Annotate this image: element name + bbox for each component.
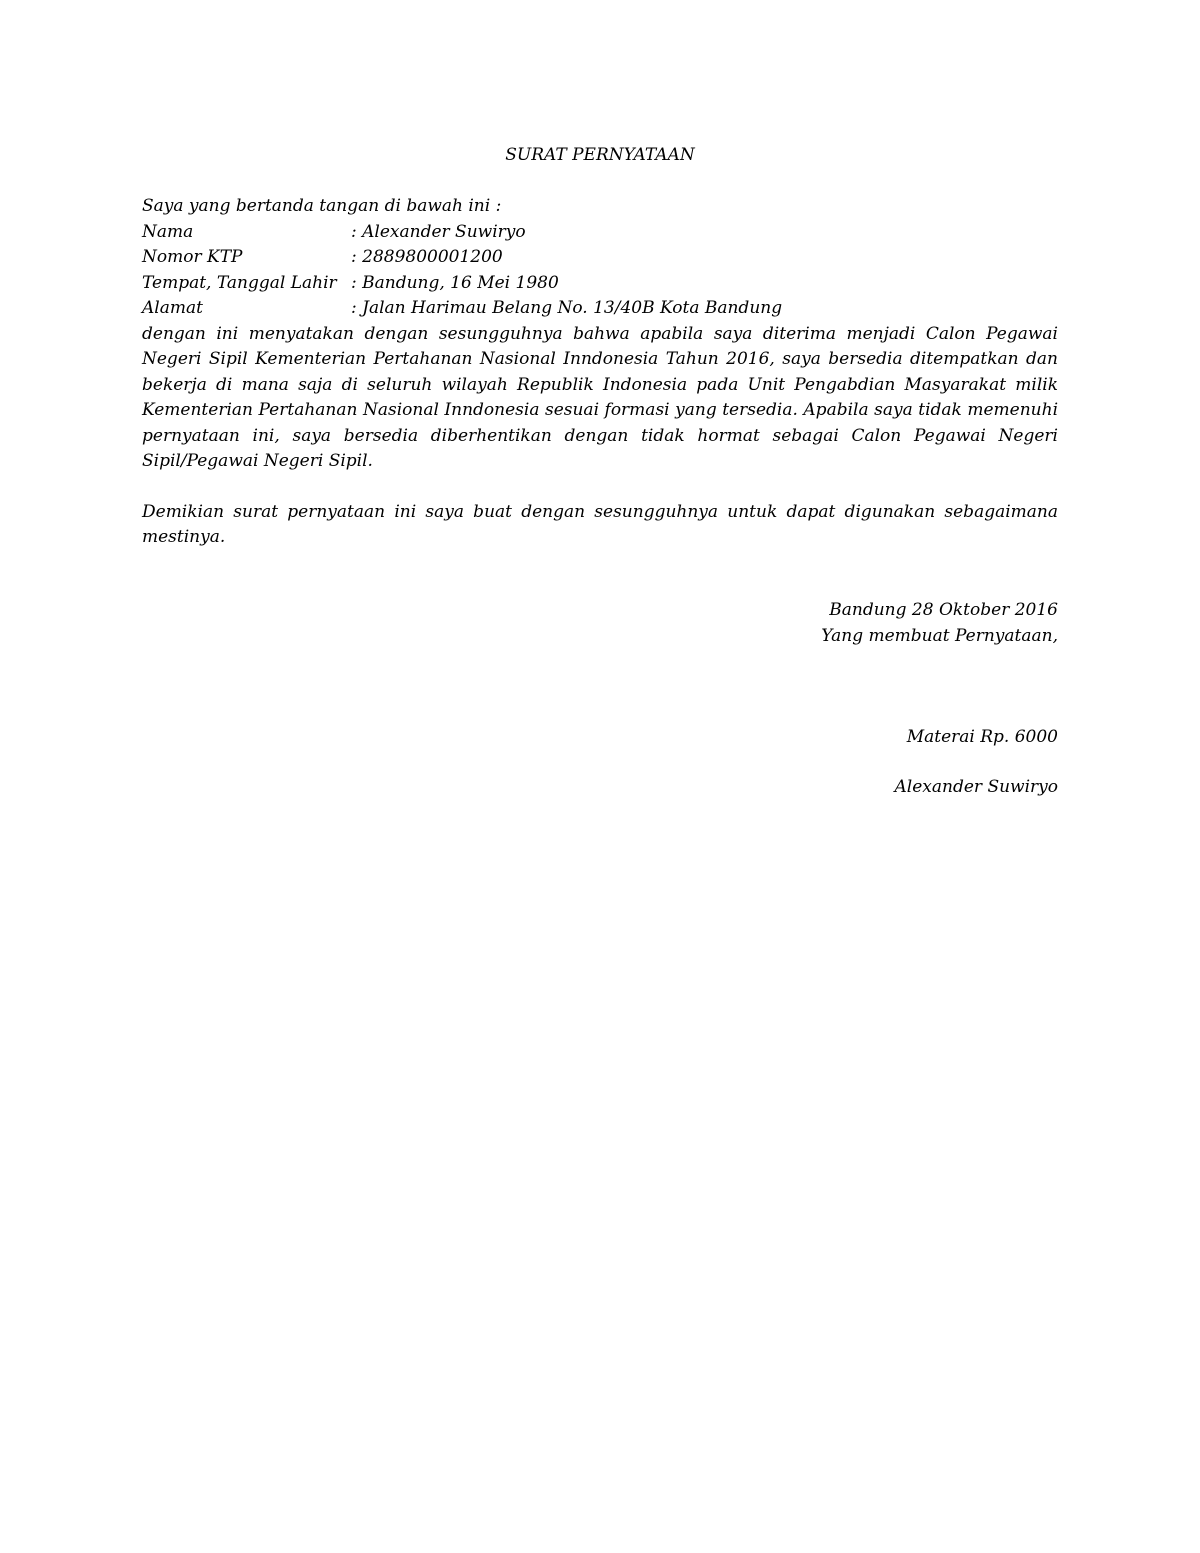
statement-paragraph: dengan ini menyatakan dengan sesungguhnya bahwa apabila saya diterima menjadi Calon Pegawai Negeri Sipil Kementerian Pertahanan Nasional Inndonesia Tahun 2016, saya bersedia ditempatkan dan bekerja di mana saja di seluruh wilayah Republik Indonesia pada Unit Pengabdian Masyarakat milik Kementerian Pertahanan Nasional Inndonesia sesuai formasi yang tersedia. Apabila saya tidak memenuhi pernyataan ini, saya bersedia diberhentikan dengan tidak hormat sebagai Calon Pegawai Negeri Sipil/Pegawai Negeri Sipil.: [142, 323, 1058, 471]
field-value-nama: : Alexander Suwiryo: [351, 221, 526, 242]
field-row-nomor-ktp: [142, 245, 1058, 271]
field-row-tempat-tanggal-lahir: [142, 271, 1058, 297]
field-value-nomor-ktp: : 2889800001200: [351, 247, 503, 267]
stamp-label: Materai Rp. 6000: [906, 727, 1058, 747]
field-value-alamat: : Jalan Harimau Belang No. 13/40B Kota Bandung: [351, 298, 783, 318]
document-title: SURAT PERNYATAAN: [505, 145, 695, 165]
field-value-tempat-tanggal-lahir: : Bandung, 16 Mei 1980: [351, 272, 559, 293]
closing-paragraph: Demikian surat pernyataan ini saya buat dengan sesungguhnya untuk dapat digunakan sebagaimana mestinya.: [142, 501, 1058, 547]
field-label-alamat: Alamat: [142, 298, 203, 318]
field-label-nama: Nama: [142, 221, 194, 242]
place-date: Bandung 28 Oktober 2016: [829, 600, 1058, 620]
signer-caption: Yang membuat Pernyataan,: [821, 625, 1058, 646]
field-label-nomor-ktp: Nomor KTP: [142, 247, 243, 267]
intro-line: Saya yang bertanda tangan di bawah ini :: [142, 196, 502, 216]
letter-body: [142, 194, 1058, 551]
field-row-nama: [142, 220, 1058, 246]
field-row-alamat: [142, 296, 1058, 322]
signature-block: [821, 598, 1058, 649]
signer-name: Alexander Suwiryo: [894, 777, 1058, 797]
field-label-tempat-tanggal-lahir: Tempat, Tanggal Lahir: [142, 272, 337, 293]
